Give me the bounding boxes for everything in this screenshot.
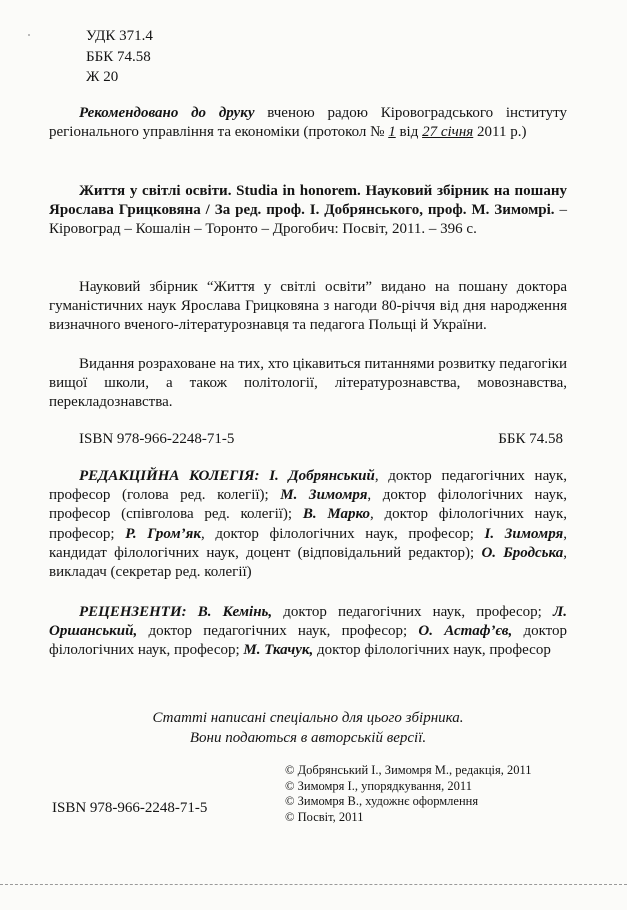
isbn-bbk-row: [79, 431, 563, 448]
editorial-board: [49, 467, 567, 582]
reviewers: [49, 603, 567, 661]
recommendation-paragraph: [49, 104, 567, 142]
reviewer-role: доктор педагогічних наук, професор;: [148, 623, 408, 640]
recommendation-text: вченою радою Кіровоградського інституту регіонального управління та економіки (протокол №: [49, 105, 567, 141]
copyright-line: © Зимомря І., упорядкування, 2011: [285, 778, 472, 793]
abstract-paragraph-2: Видання розраховане на тих, хто цікавиться питаннями розвитку педагогіки вищої школи, а також політології, літературознавства, мовознавства, перекладознавства.: [49, 356, 567, 411]
board-member-name: Р. Гром’як: [125, 525, 201, 542]
scan-speck: [28, 34, 30, 36]
copyright-line: © Посвіт, 2011: [285, 809, 364, 824]
recommendation-year: 2011 р.): [477, 124, 527, 141]
reviewer-role: доктор філологічних наук, професор;: [49, 623, 568, 659]
reviewer-name: О. Астаф’єв,: [418, 623, 513, 640]
bbk-code: ББК 74.58: [86, 48, 151, 65]
board-member-name: І. Добрянський: [269, 468, 375, 484]
bibliography-imprint: – Кіровоград – Кошалін – Торонто – Дрогобич: Посвіт, 2011. – 396 с.: [49, 202, 568, 238]
bibliographic-description: [49, 182, 567, 240]
copyright-block: [285, 763, 532, 825]
board-member-name: О. Бродська: [481, 544, 564, 561]
editorial-board-heading: РЕДАКЦІЙНА КОЛЕГІЯ:: [79, 468, 260, 484]
bottom-isbn: ISBN 978-966-2248-71-5: [52, 800, 208, 816]
protocol-number: 1: [388, 124, 396, 141]
board-member-role: , кандидат філологічних наук, доцент (відповідальний редактор);: [49, 525, 567, 561]
protocol-date: 27 січня: [422, 124, 474, 141]
recommendation-lead: Рекомендовано до друку: [79, 105, 255, 121]
copyright-line: © Добрянський І., Зимомря М., редакція, 2011: [285, 763, 532, 777]
copyright-line: © Зимомря В., художнє оформлення: [285, 794, 479, 808]
board-member-name: В. Марко: [302, 506, 370, 523]
reviewer-role: доктор педагогічних наук, професор;: [283, 604, 542, 620]
articles-note-line-1: Статті написані спеціально для цього збірника.: [152, 710, 464, 726]
abstract-paragraph-1: Науковий збірник “Життя у світлі освіти” видано на пошану доктора гуманістичних наук Ярослава Грицковяна з нагоди 80-річчя від дня народження визначного вченого-літературознавця та педагога Польщі й України.: [49, 279, 567, 334]
reviewers-heading: РЕЦЕНЗЕНТИ:: [79, 604, 187, 620]
board-member-role: , доктор філологічних наук, професор;: [200, 525, 474, 542]
board-member-role: , викладач (секретар ред. колегії): [49, 544, 567, 581]
classification-block: [86, 26, 153, 88]
reviewer-name: В. Кемінь,: [197, 604, 273, 620]
reviewer-name: Л. Оршанський,: [49, 604, 568, 640]
udk-code: УДК 371.4: [86, 28, 153, 44]
reviewer-role: доктор філологічних наук, професор: [317, 642, 551, 659]
articles-note-line-2: Вони подаються в авторській версії.: [189, 730, 427, 746]
board-member-name: М. Зимомря: [280, 487, 368, 504]
board-member-role: , доктор філологічних наук, професор (співголова ред. колегії);: [49, 487, 567, 523]
board-member-role: , доктор педагогічних наук, професор (голова ред. колегії);: [49, 468, 568, 504]
bbk-number: ББК 74.58: [498, 431, 563, 447]
recommendation-from: від: [399, 124, 419, 141]
board-member-name: І. Зимомря: [484, 525, 564, 542]
page-edge-line: [0, 884, 627, 885]
board-member-role: , доктор філологічних наук, професор;: [49, 506, 568, 542]
articles-note: [49, 708, 567, 748]
bibliography-title: Життя у світлі освіти. Studia in honorem. Науковий збірник на пошану Ярослава Грицковяна / За ред. проф. І. Добрянського, проф. М. Зимомрі.: [49, 183, 567, 219]
author-mark: Ж 20: [86, 69, 119, 85]
isbn-number: ISBN 978-966-2248-71-5: [79, 431, 235, 447]
reviewer-name: М. Ткачук,: [243, 642, 314, 659]
